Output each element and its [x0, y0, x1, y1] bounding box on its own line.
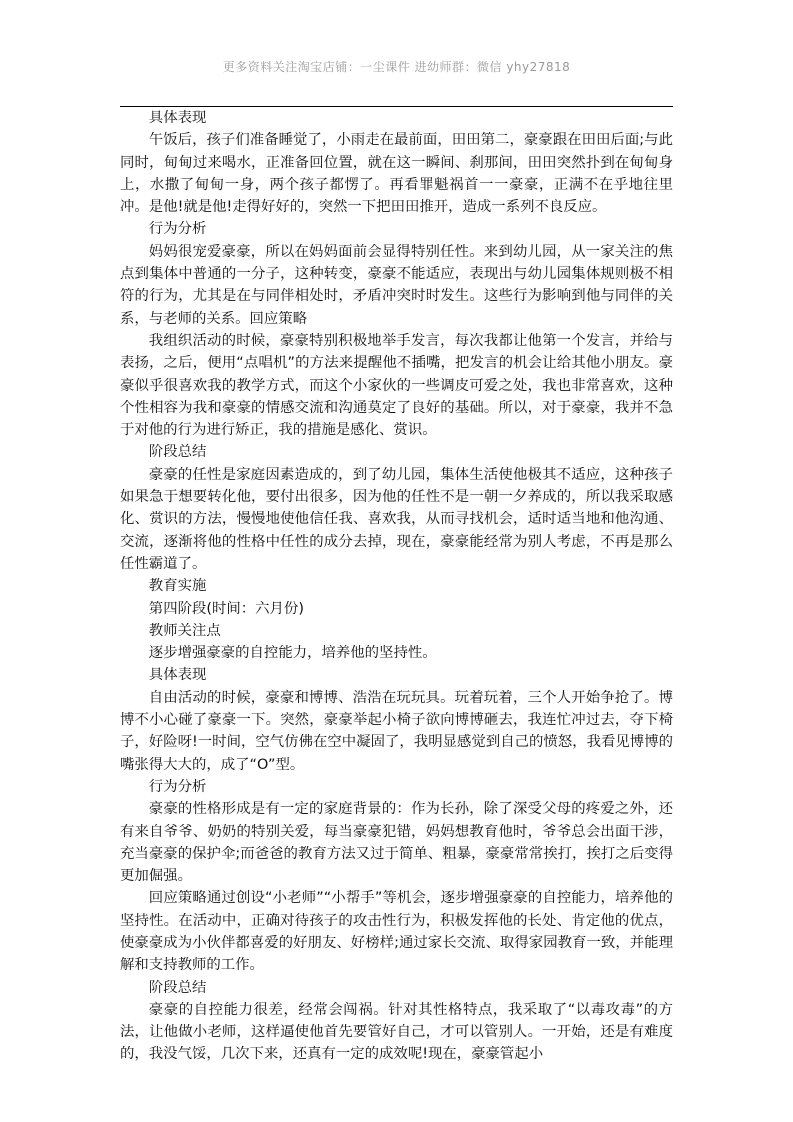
section-heading: 具体表现 [148, 110, 207, 126]
body-paragraph: 我组织活动的时候，豪豪特别积极地举手发言，每次我都让他第一个发言，并给与表扬，之后，便用“点唱机”的方法来提醒他不插嘴，把发言的机会让给其他小朋友。豪豪似乎很喜欢我的教学方式，而这个小家伙的一些调皮可爱之处，我也非常喜欢，这种个性相容为我和豪豪的情感交流和沟通莫定了良好的基础。所以，对于豪豪，我并不急于对他的行为进行矫正，我的措施是感化、赏识。 [120, 332, 673, 439]
body-paragraph: 豪豪的自控能力很差，经常会闯祸。针对其性格特点，我采取了“以毒攻毒”的方法，让他做小老师，这样逼使他首先要管好自己，才可以管别人。一开始，还是有难度的，我没气馁，几次下来，还真有一定的成效呢!现在，豪豪管起小 [120, 1001, 673, 1063]
page-header-watermark: 更多资料关注淘宝店铺：一尘课件 进幼师群：微信 yhy27818 [222, 60, 571, 74]
body-paragraph: 午饭后，孩子们准备睡觉了，小雨走在最前面，田田第二，豪豪跟在田田后面;与此同时，甸甸过来喝水，正准备回位置，就在这一瞬间、刹那间，田田突然扑到在甸甸身上，水撒了甸甸一身，两个孩子都愣了。再看罪魁祸首一一豪豪，正满不在乎地往里冲。是他!就是他!走得好好的，突然一下把田田推开，造成一系列不良反应。 [120, 132, 673, 216]
section-heading: 教育实施 [148, 578, 207, 595]
section-heading: 行为分析 [148, 778, 207, 795]
section-heading: 阶段总结 [148, 979, 207, 996]
section-heading: 教师关注点 [148, 622, 221, 639]
section-heading: 阶段总结 [148, 444, 207, 461]
body-paragraph: 妈妈很宠爱豪豪，所以在妈妈面前会显得特别任性。来到幼儿园，从一家关注的焦点到集体中普通的一分子，这种转变，豪豪不能适应，表现出与幼儿园集体规则极不相符的行为，尤其是在与同伴相处时，矛盾冲突时时发生。这些行为影响到他与同伴的关系，与老师的关系。回应策略 [120, 243, 673, 327]
body-paragraph: 逐步增强豪豪的自控能力，培养他的坚持性。 [148, 645, 437, 662]
document-body [120, 107, 673, 1066]
body-paragraph: 豪豪的任性是家庭因素造成的，到了幼儿园，集体生活使他极其不适应，这种孩子如果急于想要转化他，要付出很多，因为他的任性不是一朝一夕养成的，所以我采取感化、赏识的方法，慢慢地使他信任我、喜欢我，从而寻找机会，适时适当地和他沟通、交流，逐渐将他的性格中任性的成分去掉，现在，豪豪能经常为别人考虑，不再是那么任性霸道了。 [120, 466, 673, 572]
body-paragraph: 豪豪的性格形成是有一定的家庭背景的：作为长孙，除了深受父母的疼爱之外，还有来自爷爷、奶奶的特别关爱，每当豪豪犯错，妈妈想教育他时，爷爷总会出面干涉，充当豪豪的保护伞;而爸爸的教育方法又过于简单、粗暴，豪豪常常挨打，挨打之后变得更加倔强。 [120, 801, 673, 885]
section-heading: 第四阶段(时间：六月份) [148, 600, 304, 617]
body-paragraph: 自由活动的时候，豪豪和博博、浩浩在玩玩具。玩着玩着，三个人开始争抢了。博博不小心碰了豪豪一下。突然，豪豪举起小椅子欲向博博砸去，我连忙冲过去，夺下椅子，好险呀!一时间，空气仿佛在空中凝固了，我明显感觉到自己的愤怒，我看见博博的嘴张得大大的，成了“O”型。 [120, 689, 673, 773]
section-heading: 具体表现 [148, 667, 207, 684]
section-heading: 行为分析 [148, 221, 207, 238]
body-paragraph: 回应策略通过创设“小老师”“小帮手”等机会，逐步增强豪豪的自控能力，培养他的坚持性。在活动中，正确对待孩子的攻击性行为，积极发挥他的长处、肯定他的优点，使豪豪成为小伙伴都喜爱的好朋友、好榜样;通过家长交流、取得家园教育一致，并能理解和支持教师的工作。 [120, 890, 673, 974]
